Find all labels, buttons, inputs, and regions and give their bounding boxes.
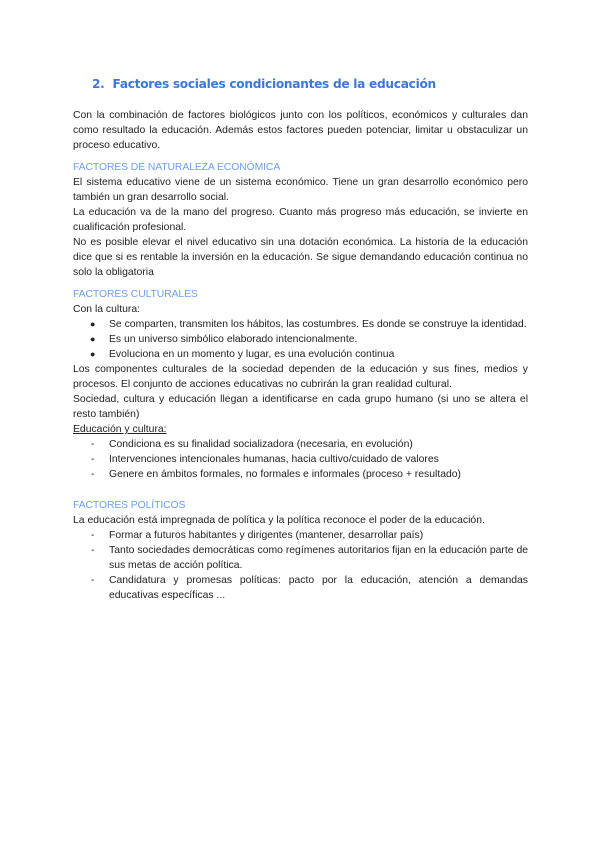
list-item: ● Es un universo simbólico elaborado intencionalmente. (90, 334, 358, 345)
cultural-bullet-list (73, 317, 528, 362)
list-item: - Tanto sociedades democráticas como regímenes autoritarios fijan en la educación parte de sus metas de acción política. (91, 545, 528, 571)
cultural-heading: FACTORES CULTURALES (73, 289, 198, 300)
economic-paragraph: La educación va de la mano del progreso. Cuanto más progreso más educación, se invierte en cualificación profesional. (73, 207, 528, 233)
dash-icon: - (91, 530, 95, 541)
list-item: ● Se comparten, transmiten los hábitos, las costumbres. Es donde se construye la identidad. (90, 319, 527, 330)
section-title (92, 76, 528, 92)
cultural-paragraph: Los componentes culturales de la sociedad dependen de la educación y sus fines, medios y procesos. El conjunto de acciones educativas no cubrirán la gran realidad cultural. (73, 364, 528, 390)
dash-icon: - (91, 469, 95, 480)
list-item: - Formar a futuros habitantes y dirigentes (mantener, desarrollar país) (91, 530, 424, 541)
intro-paragraph: Con la combinación de factores biológicos junto con los políticos, económicos y culturales dan como resultado la educación. Además estos factores pueden potenciar, limitar u obstaculizar un proceso educativo. (73, 110, 528, 151)
economic-heading: FACTORES DE NATURALEZA ECONÓMICA (73, 162, 281, 173)
section-title-text: Factores sociales condicionantes de la educación (112, 77, 436, 91)
dash-icon: - (91, 575, 95, 586)
list-item: - Candidatura y promesas políticas: pacto por la educación, atención a demandas educativas específicas ... (91, 575, 528, 601)
dash-icon: - (91, 545, 95, 556)
bullet-icon: ● (90, 334, 96, 344)
bullet-icon: ● (90, 349, 96, 359)
bullet-icon: ● (90, 319, 96, 329)
list-item: ● Evoluciona en un momento y lugar, es una evolución continua (90, 349, 395, 360)
list-item: - Intervenciones intencionales humanas, hacia cultivo/cuidado de valores (91, 454, 439, 465)
section-number: 2. (92, 77, 105, 91)
cultural-paragraph: Sociedad, cultura y educación llegan a identificarse en cada grupo humano (si uno se altera el resto también) (73, 394, 528, 420)
economic-paragraph: No es posible elevar el nivel educativo sin una dotación económica. La historia de la educación dice que si es rentable la inversión en la educación. Se sigue demandando educación continua no solo la obligatoria (73, 237, 528, 278)
cultural-dash-list (73, 437, 528, 482)
dash-icon: - (91, 439, 95, 450)
economic-paragraph: El sistema educativo viene de un sistema económico. Tiene un gran desarrollo económico pero también un gran desarrollo social. (73, 177, 528, 203)
cultural-lead: Con la cultura: (73, 304, 140, 315)
page-content (73, 76, 528, 603)
political-lead: La educación está impregnada de política y la política reconoce el poder de la educación. (73, 515, 485, 526)
political-heading: FACTORES POLÍTICOS (73, 500, 186, 511)
cultural-subheading: Educación y cultura: (73, 424, 167, 435)
list-item: - Condiciona es su finalidad socializadora (necesaria, en evolución) (91, 439, 413, 450)
political-dash-list (73, 528, 528, 603)
dash-icon: - (91, 454, 95, 465)
list-item: - Genere en ámbitos formales, no formales e informales (proceso + resultado) (91, 469, 462, 480)
